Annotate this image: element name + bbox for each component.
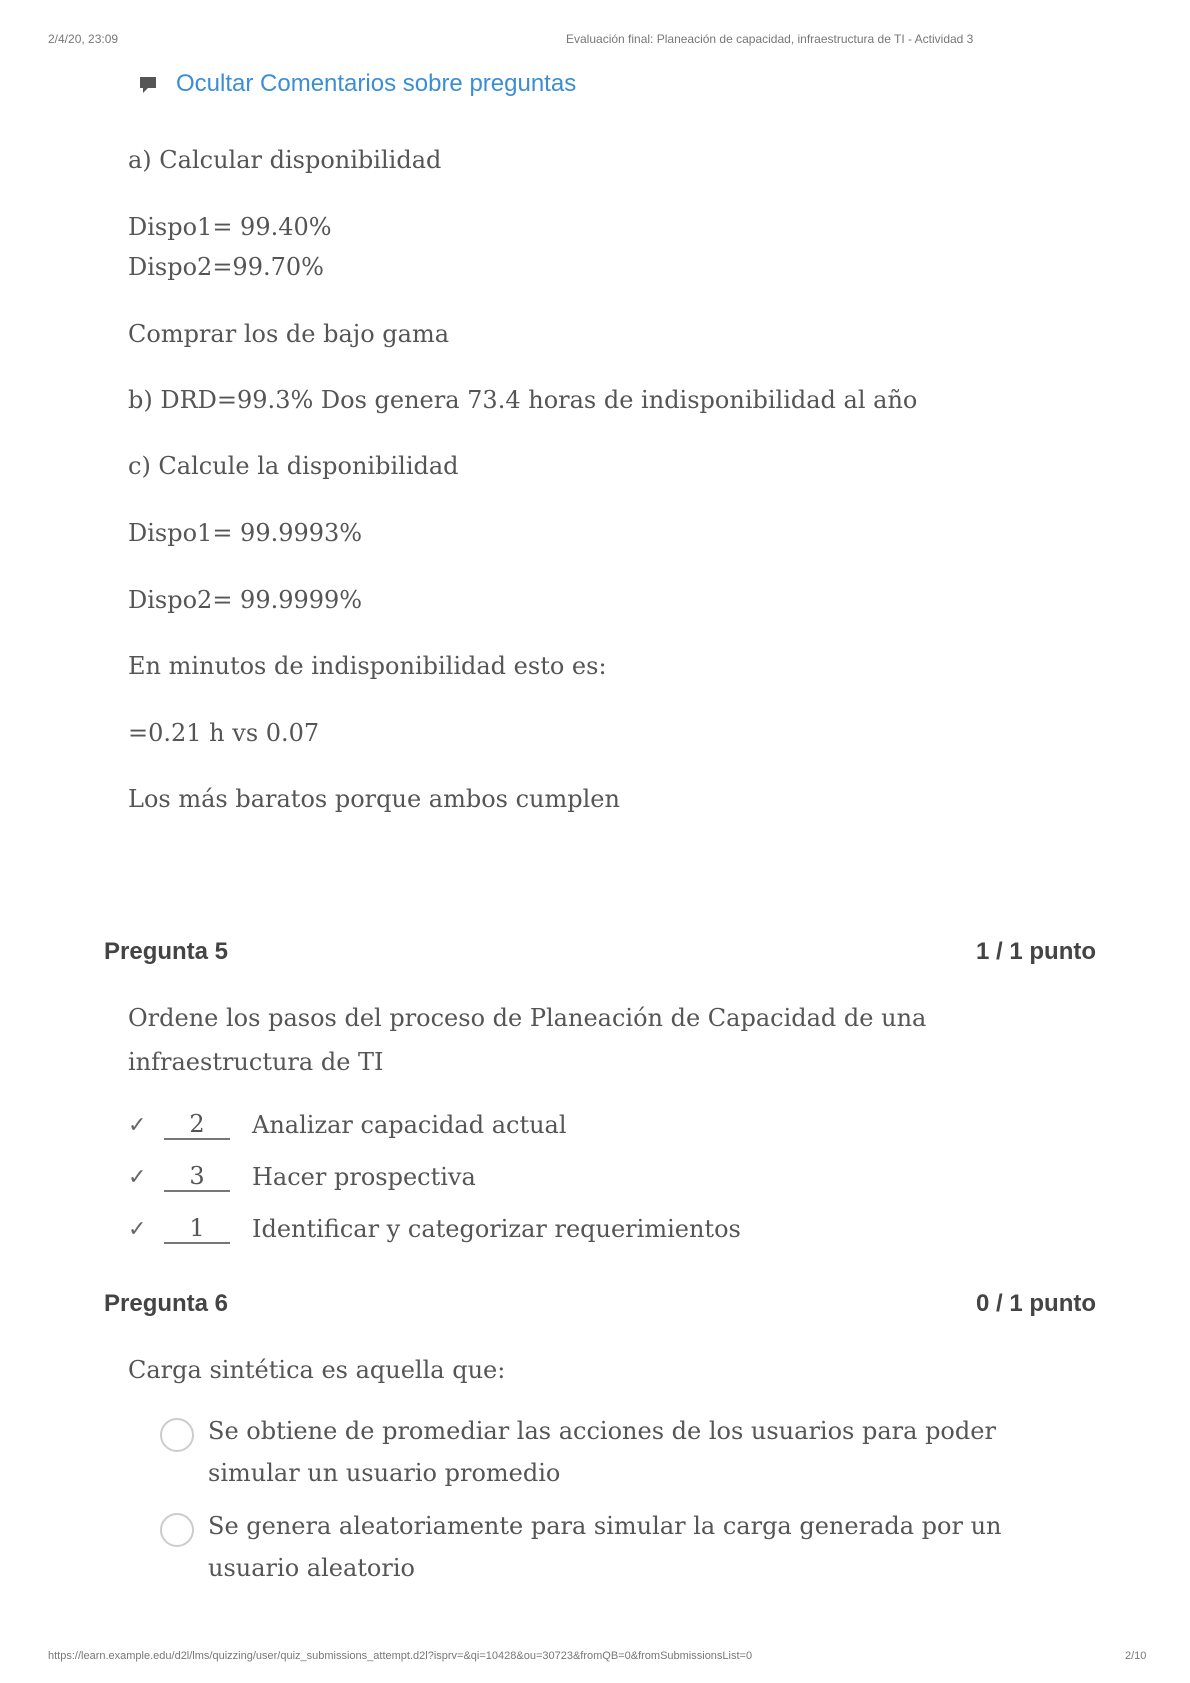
feedback-line: Dispo1= 99.40% <box>128 213 332 241</box>
check-icon: ✓ <box>128 1216 147 1242</box>
feedback-line: Dispo2=99.70% <box>128 253 324 281</box>
feedback-line: =0.21 h vs 0.07 <box>128 719 320 747</box>
order-item <box>128 1110 567 1140</box>
print-header-date: 2/4/20, 23:09 <box>48 32 119 46</box>
order-number[interactable]: 3 <box>164 1162 230 1192</box>
question-header <box>104 938 1096 966</box>
comment-icon <box>140 77 156 88</box>
answer-option-text: Se obtiene de promediar las acciones de los usuarios para poder simular un usuario promedio <box>208 1417 996 1487</box>
feedback-line: Dispo2= 99.9999% <box>128 586 363 614</box>
order-number[interactable]: 2 <box>164 1110 230 1140</box>
question-prompt: Carga sintética es aquella que: <box>128 1356 506 1384</box>
question-points: 0 / 1 punto <box>976 1290 1096 1317</box>
question-title: Pregunta 6 <box>104 1290 229 1317</box>
feedback-line: b) DRD=99.3% Dos genera 73.4 horas de indisponibilidad al año <box>128 386 918 414</box>
print-header-title: Evaluación final: Planeación de capacidad, infraestructura de TI - Actividad 3 <box>566 32 974 46</box>
answer-option-text: Se genera aleatoriamente para simular la carga generada por un usuario aleatorio <box>208 1512 1002 1582</box>
feedback-line: Comprar los de bajo gama <box>128 320 450 348</box>
question-header <box>104 1290 1096 1318</box>
order-item-text: Analizar capacidad actual <box>252 1111 567 1139</box>
order-number[interactable]: 1 <box>164 1214 230 1244</box>
feedback-line: En minutos de indisponibilidad esto es: <box>128 652 607 680</box>
print-footer-url: https://learn.example.edu/d2l/lms/quizzing/user/quiz_submissions_attempt.d2l?isprv=&qi=10428&ou=30723&fromQB=0&fromSubmissionsList=0 <box>48 1650 753 1662</box>
radio-button[interactable] <box>160 1418 194 1452</box>
answer-option <box>160 1410 1040 1494</box>
order-item <box>128 1214 741 1244</box>
answer-option <box>160 1505 1040 1589</box>
radio-button[interactable] <box>160 1513 194 1547</box>
feedback-line: Dispo1= 99.9993% <box>128 519 363 547</box>
feedback-line: Los más baratos porque ambos cumplen <box>128 785 620 813</box>
question-points: 1 / 1 punto <box>976 938 1096 965</box>
feedback-line: a) Calcular disponibilidad <box>128 146 442 174</box>
order-item-text: Identificar y categorizar requerimientos <box>252 1215 741 1243</box>
order-item <box>128 1162 476 1192</box>
check-icon: ✓ <box>128 1112 147 1138</box>
check-icon: ✓ <box>128 1164 147 1190</box>
question-title: Pregunta 5 <box>104 938 229 965</box>
print-footer-page: 2/10 <box>1125 1650 1147 1662</box>
order-item-text: Hacer prospectiva <box>252 1163 476 1191</box>
question-prompt: Ordene los pasos del proceso de Planeación de Capacidad de una infraestructura de TI <box>128 1004 927 1076</box>
feedback-line: c) Calcule la disponibilidad <box>128 452 459 480</box>
toggle-comments-label: Ocultar Comentarios sobre preguntas <box>176 70 577 97</box>
toggle-comments-link[interactable] <box>140 70 576 98</box>
